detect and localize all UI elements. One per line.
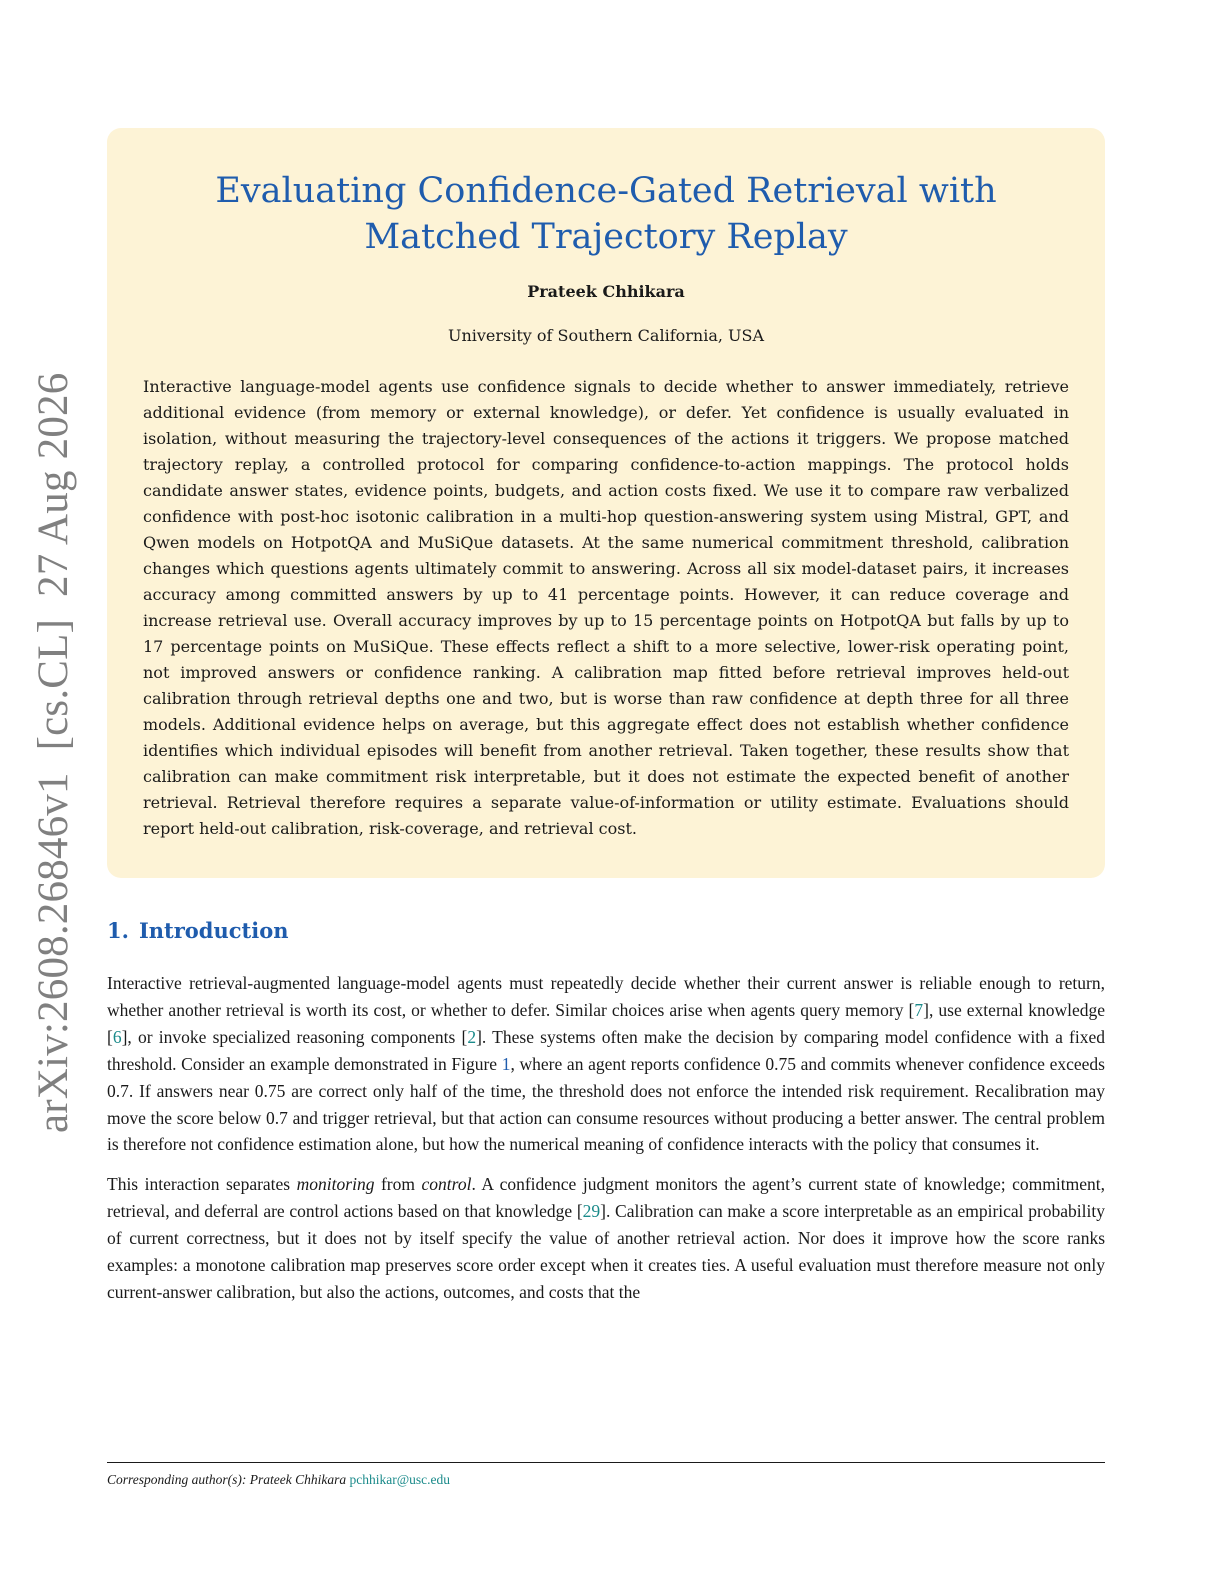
intro-paragraph-1 — [107, 970, 1105, 1158]
footnote-rule — [107, 1462, 1105, 1463]
corresponding-author-footnote — [107, 1472, 1105, 1488]
abstract-box — [107, 128, 1105, 878]
text-run: ], use external knowledge [ — [107, 999, 1105, 1047]
text-run: Interactive retrieval-augmented language-model agents must repeatedly decide whether their current answer is reliable enough to return, whether another retrieval is worth its cost, or whether to defer. Similar choices arise when agents query memory [ — [107, 973, 1105, 1020]
author-email-link[interactable]: pchhikar@usc.edu — [349, 1472, 451, 1487]
text-run: , where an agent reports confidence 0.75 and commits whenever confidence exceeds 0.7. If answers near 0.75 are correct only half of the time, the threshold does not enforce the intended risk requirement. Recalibration may move the score below 0.7 and trigger retrieval, but that action can consume resources without producing a better answer. The central problem is therefore not confidence estimation alone, but how the numerical meaning of confidence interacts with the policy that consumes it. — [107, 1053, 1105, 1155]
text-run: ], or invoke specialized reasoning components [ — [121, 1026, 468, 1047]
citation-link[interactable]: 29 — [582, 1201, 601, 1222]
text-run: . A confidence judgment monitors the agent’s current state of knowledge; commitment, retrieval, and deferral are control actions based on that knowledge [ — [107, 1174, 1106, 1222]
arxiv-identifier: arXiv:2608.26846v1 [cs.CL] 27 Aug 2026 — [30, 372, 77, 1133]
section-number: 1. — [107, 918, 129, 943]
citation-link[interactable]: 2 — [467, 1026, 477, 1047]
intro-paragraph-2 — [107, 1171, 1105, 1306]
text-run: from — [374, 1174, 422, 1195]
emphasis-text: control — [421, 1174, 472, 1195]
paper-title — [107, 168, 1105, 260]
footnote-label: Corresponding author(s): Prateek Chhikara — [107, 1472, 347, 1487]
section-heading-introduction — [107, 918, 289, 943]
paper-title-line-2: Matched Trajectory Replay — [364, 217, 848, 257]
emphasis-text: monitoring — [296, 1174, 375, 1195]
paper-title-line-1: Evaluating Confidence-Gated Retrieval with — [215, 171, 997, 211]
author-affiliation: University of Southern California, USA — [447, 326, 765, 345]
figure-reference-link[interactable]: 1 — [501, 1053, 511, 1074]
text-run: This interaction separates — [107, 1174, 297, 1195]
section-title: Introduction — [138, 918, 289, 943]
introduction-body — [107, 970, 1105, 1319]
citation-link[interactable]: 7 — [914, 999, 924, 1020]
author-name: Prateek Chhikara — [527, 282, 685, 301]
text-run: ]. Calibration can make a score interpretable as an empirical probability of current correctness, but it does not by itself specify the value of another retrieval action. Nor does it improve how the score ranks examples: a monotone calibration map preserves score order except when it creates ties. A useful evaluation must therefore measure not only current-answer calibration, but also the actions, outcomes, and costs that the — [107, 1201, 1105, 1302]
text-run: ]. These systems often make the decision by comparing model confidence with a fixed threshold. Consider an example demonstrated in Figure — [107, 1026, 1105, 1074]
abstract-text: Interactive language-model agents use confidence signals to decide whether to answer immediately, retrieve additional evidence (from memory or external knowledge), or defer. Yet confidence is usually evaluated in isolation, without measuring the trajectory-level consequences of the actions it triggers. We propose matched trajectory replay, a controlled protocol for comparing confidence-to-action mappings. The protocol holds candidate answer states, evidence points, budgets, and action costs fixed. We use it to compare raw verbalized confidence with post-hoc isotonic calibration in a multi-hop question-answering system using Mistral, GPT, and Qwen models on HotpotQA and MuSiQue datasets. At the same numerical commitment threshold, calibration changes which questions agents ultimately commit to answering. Across all six model-dataset pairs, it increases accuracy among committed answers by up to 41 percentage points. However, it can reduce coverage and increase retrieval use. Overall accuracy improves by up to 15 percentage points on HotpotQA but falls by up to 17 percentage points on MuSiQue. These effects reflect a shift to a more selective, lower-risk operating point, not improved answers or confidence ranking. A calibration map fitted before retrieval improves held-out calibration through retrieval depths one and two, but is worse than raw confidence at depth three for all three models. Additional evidence helps on average, but this aggregate effect does not establish whether confidence identifies which individual episodes will benefit from another retrieval. Taken together, these results show that calibration can make commitment risk interpretable, but it does not estimate the expected benefit of another retrieval. Retrieval therefore requires a separate value-of-information or utility estimate. Evaluations should report held-out calibration, risk-coverage, and retrieval cost. — [143, 377, 1069, 838]
citation-link[interactable]: 6 — [112, 1026, 122, 1047]
